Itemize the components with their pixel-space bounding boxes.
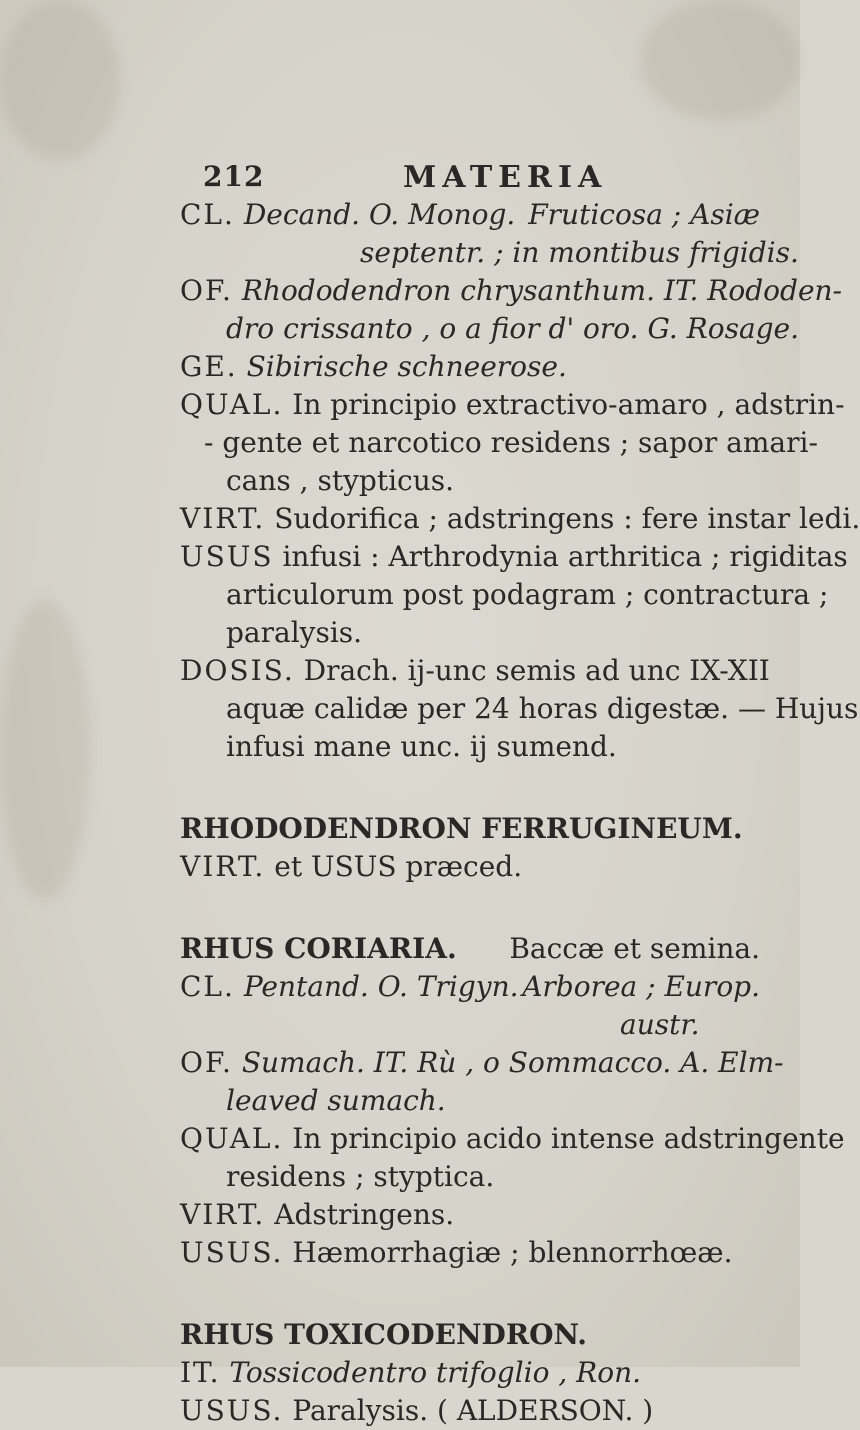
entry-title-note: Baccæ et semina. bbox=[509, 932, 760, 965]
text-line: paralysis. bbox=[226, 616, 363, 649]
text-line: VIRT. Sudorifica ; adstringens : fere instar ledi. bbox=[180, 502, 860, 535]
entry-title: RHODODENDRON FERRUGINEUM. bbox=[180, 812, 743, 845]
text-line: VIRT. et USUS præced. bbox=[180, 850, 523, 883]
entry-title-line bbox=[180, 930, 780, 968]
text-line: articulorum post podagram ; contractura ; bbox=[226, 578, 829, 611]
page-number: 212 bbox=[203, 160, 265, 193]
page-header bbox=[203, 160, 763, 200]
text-line: dro crissanto , o a fior d' oro. G. Rosage. bbox=[226, 312, 800, 345]
text-line: QUAL. In principio acido intense adstringente bbox=[180, 1122, 845, 1155]
text-line: aquæ calidæ per 24 horas digestæ. — Hujus bbox=[226, 692, 859, 725]
text-line: USUS infusi : Arthrodynia arthritica ; rigiditas bbox=[180, 540, 848, 573]
running-head: MATERIA bbox=[403, 160, 608, 195]
text-line: OF. Rhododendron chrysanthum. IT. Rododen- bbox=[180, 274, 843, 307]
page-text bbox=[180, 196, 860, 1430]
text-line: IT. Tossicodentro trifoglio , Ron. bbox=[180, 1356, 642, 1389]
text-line: austr. bbox=[620, 1008, 700, 1041]
text-line: infusi mane unc. ij sumend. bbox=[226, 730, 617, 763]
text-line: VIRT. Adstringens. bbox=[180, 1198, 455, 1231]
text-line: DOSIS. Drach. ij-unc semis ad unc IX-XII bbox=[180, 654, 770, 687]
text-line: USUS. Paralysis. ( ALDERSON. ) bbox=[180, 1394, 654, 1427]
text-line: GE. Sibirische schneerose. bbox=[180, 350, 567, 383]
text-line: cans , stypticus. bbox=[226, 464, 455, 497]
text-line: septentr. ; in montibus frigidis. bbox=[360, 236, 799, 269]
text-line: QUAL. In principio extractivo-amaro , adstrin- bbox=[180, 388, 845, 421]
text-line: CL. Decand. O. Monog. Fruticosa ; Asiæ bbox=[180, 198, 760, 231]
text-line: OF. Sumach. IT. Rù , o Sommacco. A. Elm- bbox=[180, 1046, 784, 1079]
text-line: - gente et narcotico residens ; sapor amari- bbox=[204, 426, 818, 459]
text-line: CL. Pentand. O. Trigyn. Arborea ; Europ. bbox=[180, 970, 760, 1003]
text-line: USUS. Hæmorrhagiæ ; blennorrhœæ. bbox=[180, 1236, 733, 1269]
text-line: residens ; styptica. bbox=[226, 1160, 495, 1193]
entry-title: RHUS CORIARIA. bbox=[180, 932, 457, 965]
text-line: leaved sumach. bbox=[226, 1084, 446, 1117]
entry-title: RHUS TOXICODENDRON. bbox=[180, 1318, 588, 1351]
